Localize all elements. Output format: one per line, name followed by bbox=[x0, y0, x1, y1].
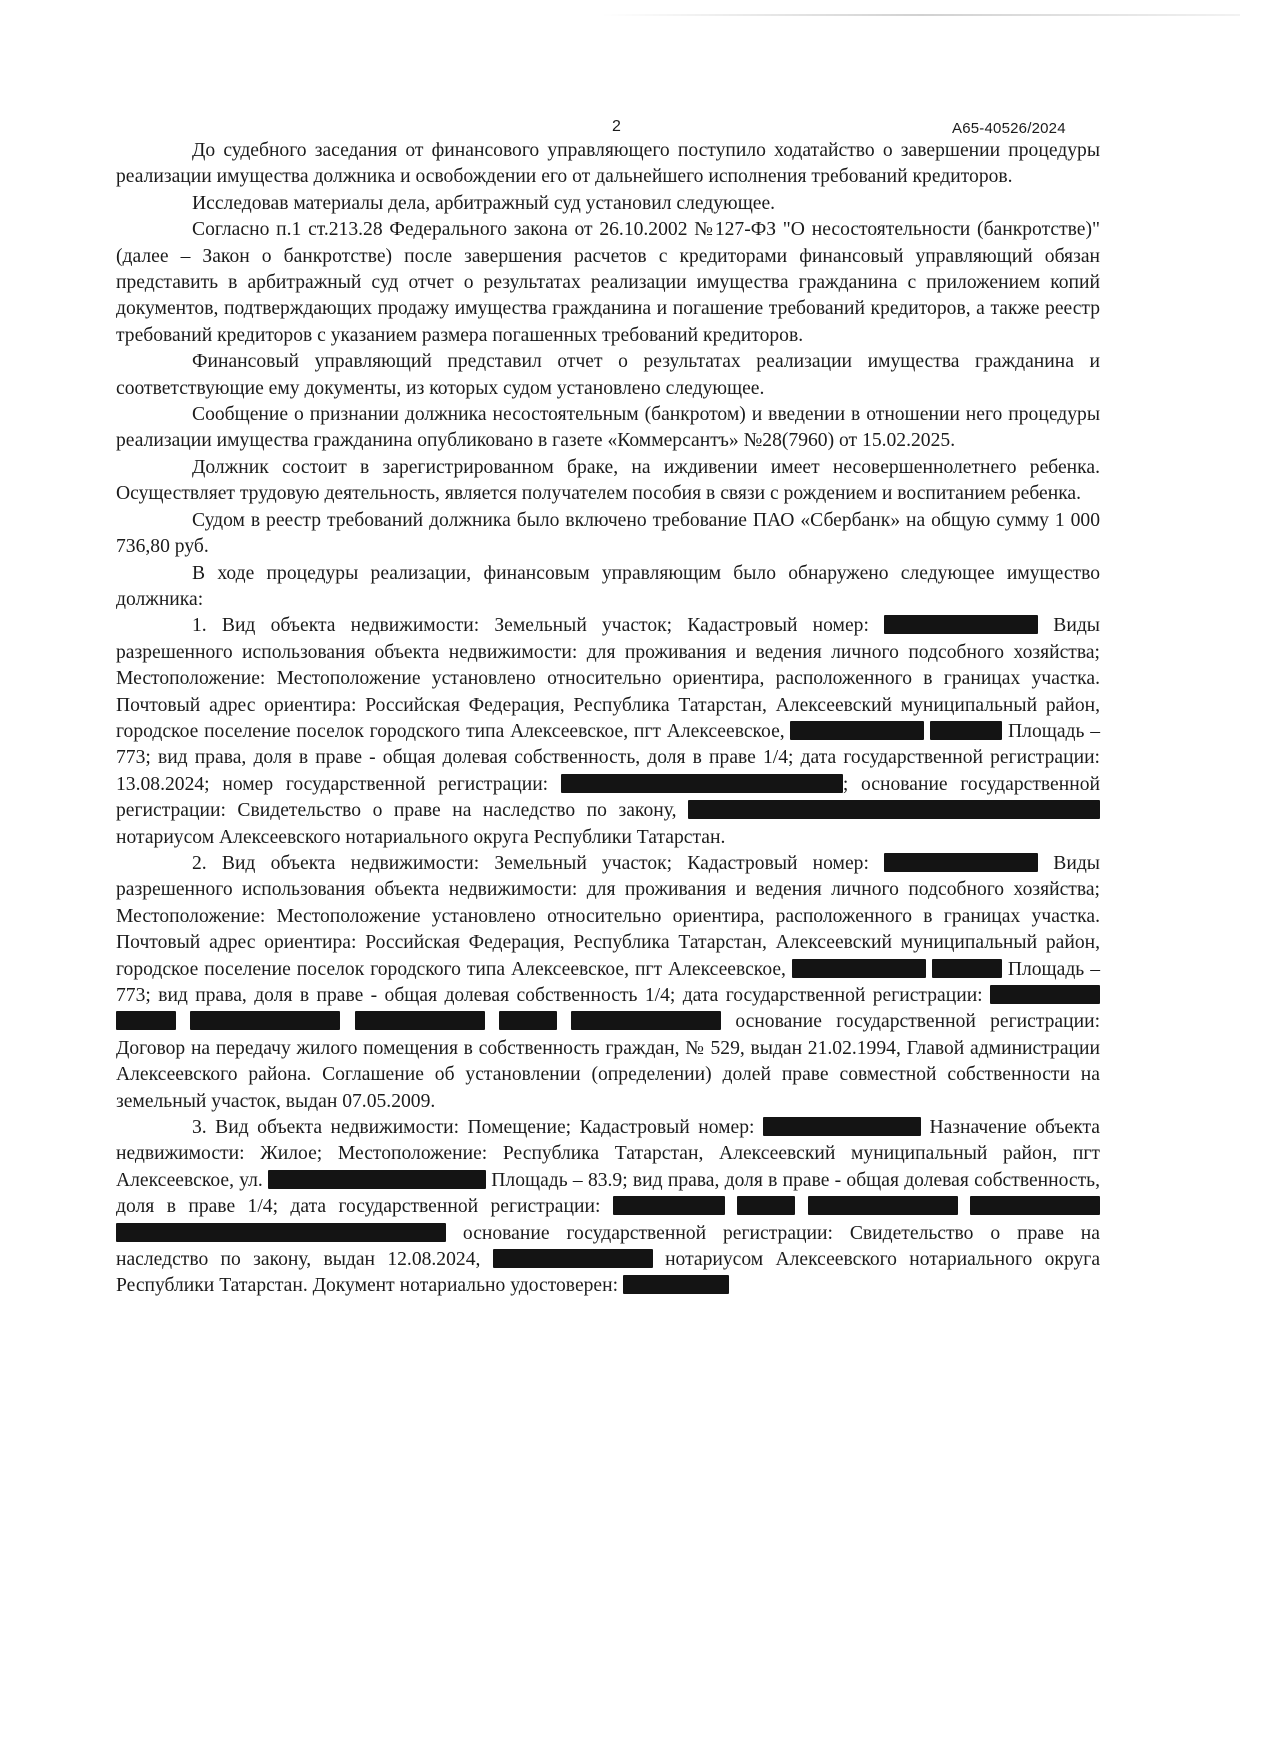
redaction-block bbox=[737, 1196, 795, 1215]
document-body bbox=[116, 138, 1100, 1300]
redaction-block bbox=[884, 853, 1038, 872]
redaction-block bbox=[932, 959, 1002, 978]
item2-text-d: основание государственной регистрации: Договор на передачу жилого помещения в собственность граждан, № 529, выдан 21.02.1994, Главой администрации Алексеевского района. Соглашение об установлении (определении) долей праве совместной собственности на земельный участок, выдан 07.05.2009. bbox=[116, 1011, 1101, 1112]
item1-text-d: ; основание государственной регистрации: Свидетельство о праве на наследство по закону, bbox=[116, 773, 1100, 822]
redaction-block bbox=[190, 1011, 340, 1030]
redaction-block bbox=[970, 1196, 1100, 1215]
item3-text-a: 3. Вид объекта недвижимости: Помещение; Кадастровый номер: bbox=[192, 1117, 755, 1139]
item1-text-e: нотариусом Алексеевского нотариального округа Республики Татарстан. bbox=[116, 826, 726, 848]
paragraph-law-reference: Согласно п.1 ст.213.28 Федерального закона от 26.10.2002 №127-ФЗ "О несостоятельности (банкротстве)" (далее – Закон о банкротстве) после завершения расчетов с кредиторами финансовый управляющий обязан представить в арбитражный суд отчет о результатах реализации имущества гражданина с приложением копий документов, подтверждающих продажу имущества гражданина и погашение требований кредиторов, а также реестр требований кредиторов с указанием размера погашенных требований кредиторов. bbox=[116, 219, 1100, 346]
paragraph-debtor-status: Должник состоит в зарегистрированном браке, на иждивении имеет несовершеннолетнего ребенка. Осуществляет трудовую деятельность, является получателем пособия в связи с рождением и воспитанием ребенка. bbox=[116, 456, 1100, 505]
item1-text-a: 1. Вид объекта недвижимости: Земельный участок; Кадастровый номер: bbox=[192, 615, 869, 637]
item2-text-a: 2. Вид объекта недвижимости: Земельный участок; Кадастровый номер: bbox=[192, 852, 869, 874]
redaction-block bbox=[990, 985, 1100, 1004]
item1-text-b: Виды разрешенного использования объекта недвижимости: для проживания и ведения личного подсобного хозяйства; Местоположение: Местоположение установлено относительно ориентира, расположенного в границах участка. Почтовый адрес ориентира: Российская Федерация, Республика Татарстан, Алексеевский муниципальный район, городское поселение поселок городского типа Алексеевское, пгт Алексеевское, bbox=[116, 615, 1100, 742]
redaction-block bbox=[355, 1011, 485, 1030]
item3-text-b: Назначение объекта недвижимости: Жилое; Местоположение: Республика Татарстан, Алексеевский муниципальный район, пгт Алексеевское, ул. bbox=[116, 1117, 1101, 1191]
redaction-block bbox=[268, 1170, 486, 1189]
redaction-block bbox=[571, 1011, 721, 1030]
item1-text-c: Площадь – 773; вид права, доля в праве - общая долевая собственность, доля в праве 1/4; дата государственной регистрации: 13.08.2024; номер государственной регистрации: bbox=[116, 720, 1101, 795]
redaction-block bbox=[930, 721, 1002, 740]
paragraph-property-intro: В ходе процедуры реализации, финансовым управляющим было обнаружено следующее имущество должника: bbox=[116, 562, 1100, 610]
item2-text-b: Виды разрешенного использования объекта недвижимости: для проживания и ведения личного подсобного хозяйства; Местоположение: Местоположение установлено относительно ориентира, расположенного в границах участка. Почтовый адрес ориентира: Российская Федерация, Республика Татарстан, Алексеевский муниципальный район, городское поселение поселок городского типа Алексеевское, пгт Алексеевское, bbox=[116, 852, 1100, 980]
redaction-block bbox=[790, 721, 924, 740]
property-item-2 bbox=[116, 851, 1100, 1115]
case-number: А65-40526/2024 bbox=[952, 120, 1066, 137]
scan-artifact-line bbox=[600, 14, 1240, 16]
redaction-block bbox=[884, 615, 1038, 634]
redaction-block bbox=[623, 1275, 729, 1294]
property-item-3 bbox=[116, 1115, 1100, 1300]
redaction-block bbox=[493, 1249, 653, 1268]
redaction-block bbox=[116, 1011, 176, 1030]
redaction-block bbox=[688, 800, 1100, 819]
paragraph-creditor-claims: Судом в реестр требований должника было включено требование ПАО «Сбербанк» на общую сумму 1 000 736,80 руб. bbox=[116, 509, 1100, 558]
redaction-block bbox=[116, 1223, 446, 1242]
paragraph-publication: Сообщение о признании должника несостоятельным (банкротом) и введении в отношении него процедуры реализации имущества гражданина опубликовано в газете «Коммерсантъ» №28(7960) от 15.02.2025. bbox=[116, 404, 1100, 452]
property-item-1 bbox=[116, 613, 1100, 851]
page-number: 2 bbox=[612, 118, 621, 135]
item3-text-e: нотариусом Алексеевского нотариального округа Республики Татарстан. Документ нотариально удостоверен: bbox=[116, 1249, 1101, 1297]
redaction-block bbox=[613, 1196, 725, 1215]
redaction-block bbox=[792, 959, 926, 978]
redaction-block bbox=[763, 1117, 921, 1136]
paragraph-motion: До судебного заседания от финансового управляющего поступило ходатайство о завершении процедуры реализации имущества должника и освобождении его от дальнейшего исполнения требований кредиторов. bbox=[116, 140, 1100, 188]
item3-text-d: основание государственной регистрации: Свидетельство о праве на наследство по закону, выдан 12.08.2024, bbox=[116, 1222, 1100, 1271]
paragraph-findings-intro: Исследовав материалы дела, арбитражный суд установил следующее. bbox=[192, 192, 776, 214]
item3-text-c: Площадь – 83.9; вид права, доля в праве - общая долевая собственность, доля в праве 1/4; дата государственной регистрации: bbox=[116, 1169, 1101, 1218]
paragraph-report: Финансовый управляющий представил отчет о результатах реализации имущества гражданина и соответствующие ему документы, из которых судом установлено следующее. bbox=[116, 351, 1100, 399]
redaction-block bbox=[499, 1011, 557, 1030]
redaction-block bbox=[561, 774, 843, 793]
redaction-block bbox=[808, 1196, 958, 1215]
item2-text-c: Площадь – 773; вид права, доля в праве - общая долевая собственность 1/4; дата государственной регистрации: bbox=[116, 958, 1100, 1006]
